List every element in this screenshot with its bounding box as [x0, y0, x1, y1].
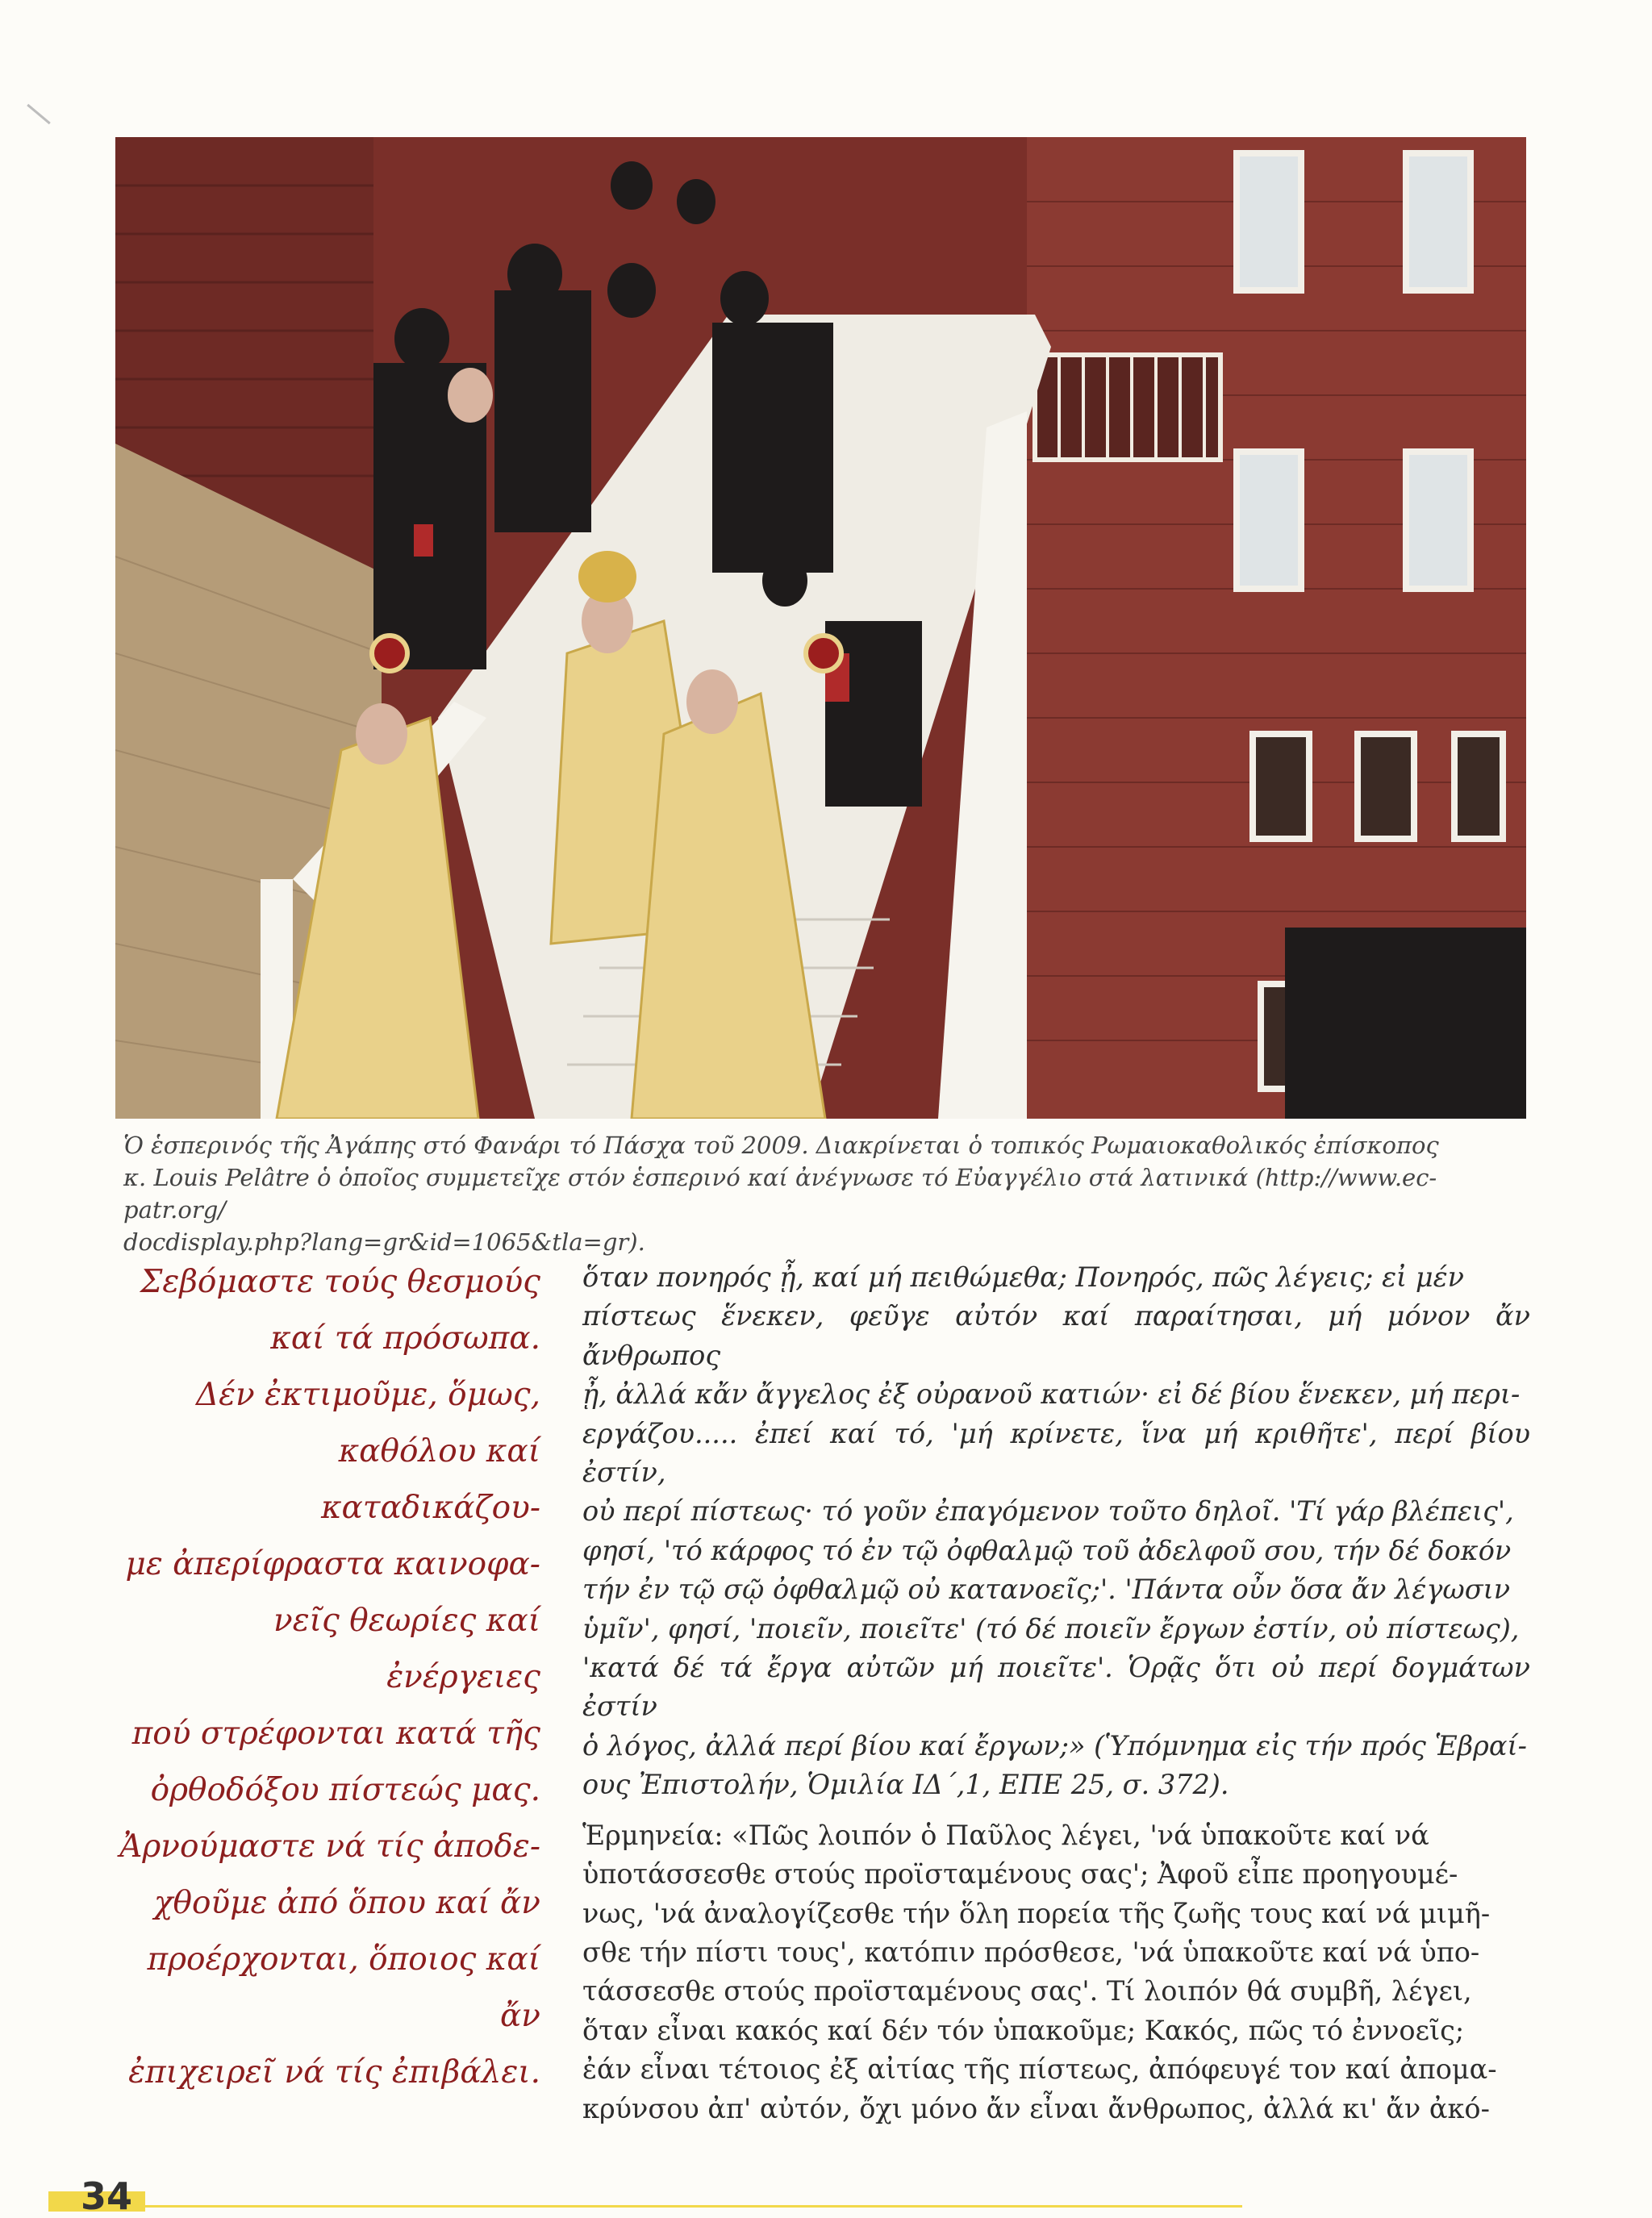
body-line: φησί, 'τό κάρφος τό ἐν τῷ ὀφθαλμῷ τοῦ ἀδελφοῦ σου, τήν δέ δοκόν [582, 1534, 1512, 1566]
caption-line: Ὁ ἑσπερινός τῆς Ἀγάπης στό Φανάρι τό Πάσχα τοῦ 2009. Διακρίνεται ὁ τοπικός Ρωμαιοκαθολικός ἐπίσκοπος [123, 1132, 1439, 1159]
body-line: πίστεως ἕνεκεν, φεῦγε αὐτόν καί παραίτησαι, μή μόνον ἄν ἄνθρωπος [582, 1300, 1530, 1371]
pull-quote-line: καί τά πρόσωπα. [270, 1320, 540, 1357]
photo-procession-icon [115, 137, 1526, 1119]
pull-quote-line: καθόλου καί καταδικάζου- [320, 1433, 540, 1526]
pull-quote-line: ἐπιχειρεῖ νά τίς ἐπιβάλει. [128, 2054, 540, 2091]
body-line: ὅταν εἶναι κακός καί δέν τόν ὑπακοῦμε; Κακός, πῶς τό ἐννοεῖς; [582, 2014, 1465, 2046]
page-number: 34 [81, 2174, 133, 2218]
pull-quote-line: χθοῦμε ἀπό ὅπου καί ἄν [153, 1885, 540, 1921]
body-line: ὑμῖν', φησί, 'ποιεῖν, ποιεῖτε' (τό δέ ποιεῖν ἔργων ἐστίν, οὐ πίστεως), [582, 1612, 1520, 1645]
body-line: σθε τήν πίστι τους', κατόπιν πρόσθεσε, 'νά ὑπακοῦτε καί νά ὑπο- [582, 1936, 1480, 1968]
pull-quote-line: προέρχονται, ὅποιος καί ἄν [147, 1941, 540, 2034]
body-line: ὑποτάσσεσθε στούς προϊσταμένους σας'; Ἀφοῦ εἶπε προηγουμέ- [582, 1858, 1458, 1891]
pull-quote [113, 1254, 540, 2101]
body-line: Ἑρμηνεία: «Πῶς λοιπόν ὁ Παῦλος λέγει, 'νά ὑπακοῦτε καί νά [582, 1819, 1429, 1851]
caption-line: κ. Louis Pelâtre ὁ ὁποῖος συμμετεῖχε στόν ἑσπερινό καί ἀνέγνωσε τό Εὐαγγέλιο στά λατινικά (http://www.ec-patr.org/ [123, 1164, 1437, 1224]
pull-quote-line: με ἀπερίφραστα καινοφα- [125, 1546, 540, 1582]
body-line: ὅταν πονηρός ᾖ, καί μή πειθώμεθα; Πονηρός, πῶς λέγεις; εἰ μέν [582, 1261, 1464, 1293]
body-line: τάσσεσθε στούς προϊσταμένους σας'. Τί λοιπόν θά συμβῆ, λέγει, [582, 1975, 1472, 2007]
pull-quote-line: νεῖς θεωρίες καί ἐνέργειες [273, 1603, 540, 1695]
pull-quote-line: Δέν ἐκτιμοῦμε, ὅμως, [195, 1377, 540, 1413]
pull-quote-line: ὀρθοδόξου πίστεώς μας. [150, 1772, 540, 1808]
caption-line: docdisplay.php?lang=gr&id=1065&tla=gr). [123, 1228, 645, 1256]
body-text [582, 1258, 1530, 2128]
pull-quote-line: πού στρέφονται κατά τῆς [131, 1716, 540, 1752]
body-line: ἐάν εἶναι τέτοιος ἐξ αἰτίας τῆς πίστεως, ἀπόφευγέ τον καί ἀπομα- [582, 2053, 1497, 2086]
body-line: 'κατά δέ τά ἔργα αὐτῶν μή ποιεῖτε'. Ὁρᾷς ὅτι οὐ περί δογμάτων ἐστίν [582, 1652, 1530, 1723]
body-line: ους Ἐπιστολήν, Ὁμιλία ΙΔ΄,1, ΕΠΕ 25, σ. 372). [582, 1769, 1229, 1801]
pull-quote-line: Ἀρνούμαστε νά τίς ἀποδε- [119, 1828, 540, 1865]
body-line: τήν ἐν τῷ σῷ ὀφθαλμῷ οὐ κατανοεῖς;'. 'Πάντα οὖν ὅσα ἄν λέγωσιν [582, 1574, 1511, 1606]
scan-edge-mark [27, 104, 51, 124]
photo-caption [123, 1129, 1527, 1258]
body-line: ᾖ, ἀλλά κἄν ἄγγελος ἐξ οὐρανοῦ κατιών· εἰ δέ βίου ἕνεκεν, μή περι- [582, 1378, 1521, 1411]
footer-rule [145, 2205, 1242, 2208]
procession-photo [115, 137, 1526, 1119]
body-line: νως, 'νά ἀναλογίζεσθε τήν ὅλη πορεία τῆς ζωῆς τους καί νά μιμῆ- [582, 1897, 1491, 1929]
body-line: εργάζου..... ἐπεί καί τό, 'μή κρίνετε, ἵνα μή κριθῆτε', περί βίου ἐστίν, [582, 1417, 1530, 1489]
pull-quote-line: Σεβόμαστε τούς θεσμούς [140, 1264, 540, 1300]
body-line: ὁ λόγος, ἀλλά περί βίου καί ἔργων;» (Ὑπόμνημα εἰς τήν πρός Ἑβραί- [582, 1729, 1527, 1761]
body-line: κρύνσου ἀπ' αὐτόν, ὄχι μόνο ἄν εἶναι ἄνθρωπος, ἀλλά κι' ἄν ἀκό- [582, 2092, 1490, 2124]
body-line: οὐ περί πίστεως· τό γοῦν ἐπαγόμενον τοῦτο δηλοῖ. 'Τί γάρ βλέπεις', [582, 1495, 1514, 1528]
